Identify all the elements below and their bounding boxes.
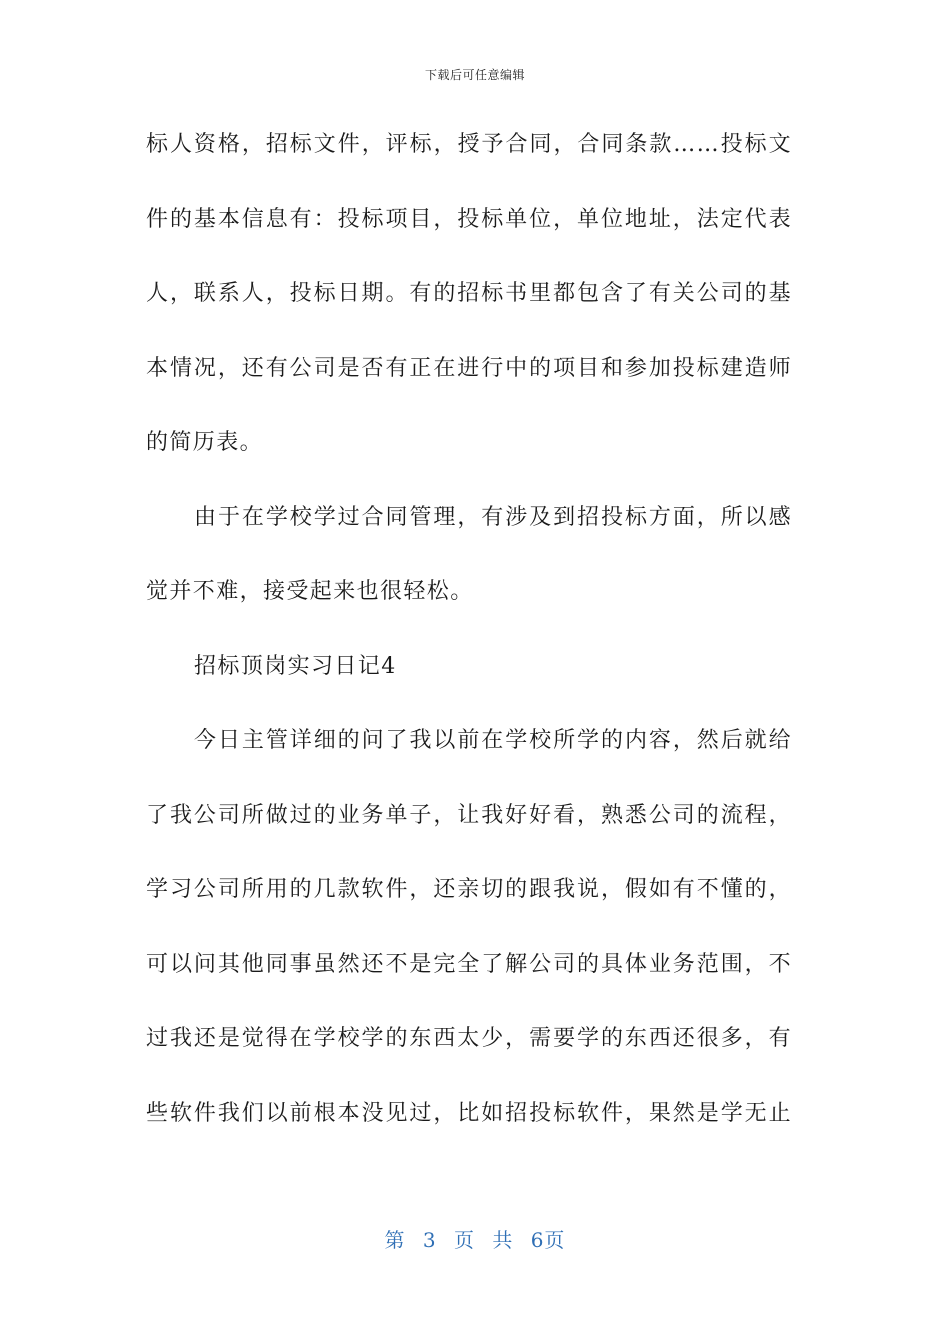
- paragraph-first-line: 由于在学校学过合同管理，有涉及到招投标方面，所以感: [194, 504, 792, 530]
- text-line: 人，联系人，投标日期。有的招标书里都包含了有关公司的基: [146, 281, 792, 306]
- text-line: 标人资格，招标文件，评标，授予合同，合同条款……投标文: [146, 132, 792, 157]
- text-line: 些软件我们以前根本没见过，比如招投标软件，果然是学无止: [146, 1100, 792, 1126]
- text-line: 觉并不难，接受起来也很轻松。: [146, 579, 474, 604]
- text-line: 学习公司所用的几款软件，还亲切的跟我说，假如有不懂的，: [146, 877, 792, 902]
- page-number: 第 3 页 共 6页: [384, 1228, 566, 1252]
- document-body: [146, 120, 792, 1163]
- text-line: 件的基本信息有：投标项目，投标单位，单位地址，法定代表: [146, 206, 792, 232]
- text-line: 的简历表。: [146, 430, 264, 455]
- page-header: 下载后可任意编辑: [424, 68, 525, 82]
- text-line: 过我还是觉得在学校学的东西太少，需要学的东西还很多，有: [146, 1026, 792, 1051]
- text-line: 本情况，还有公司是否有正在进行中的项目和参加投标建造师: [146, 355, 792, 381]
- text-line: 可以问其他同事虽然还不是完全了解公司的具体业务范围，不: [146, 951, 792, 977]
- text-line: 了我公司所做过的业务单子，让我好好看，熟悉公司的流程，: [146, 802, 792, 828]
- paragraph-first-line: 今日主管详细的问了我以前在学校所学的内容，然后就给: [194, 728, 792, 753]
- section-heading: 招标顶岗实习日记4: [194, 653, 397, 679]
